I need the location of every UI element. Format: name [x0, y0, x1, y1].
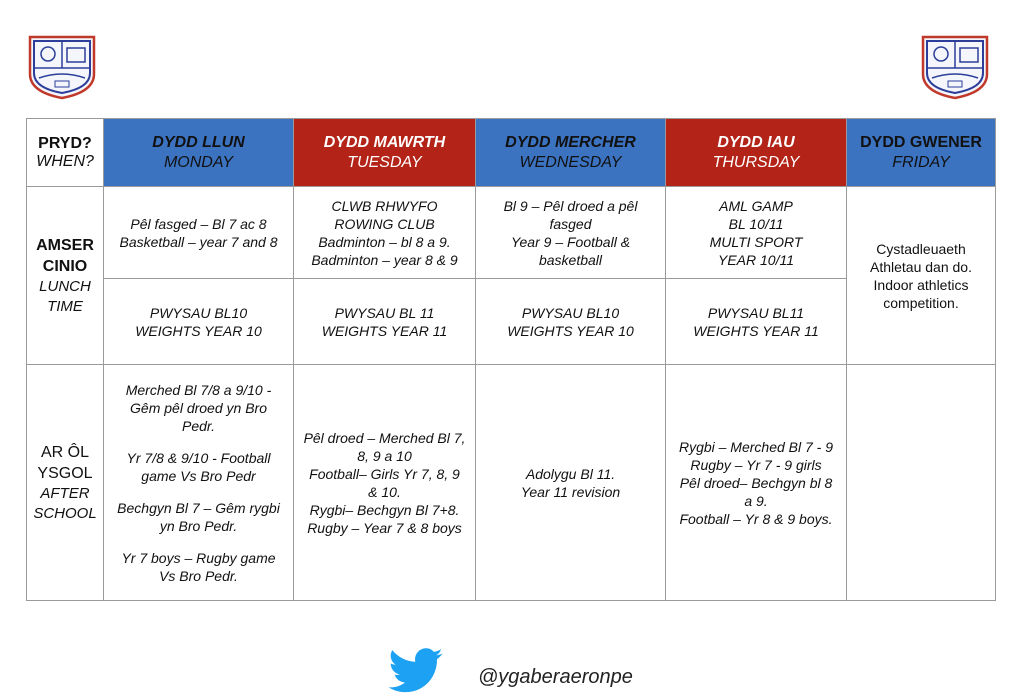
activity-line: Year 9 – Football &	[510, 233, 631, 250]
activity-line: PWYSAU BL10	[149, 304, 248, 321]
lunch-wednesday-activity	[476, 187, 666, 279]
activity-line: AML GAMP	[719, 197, 793, 214]
label-cy: CINIO	[42, 257, 88, 275]
day-header-thursday	[666, 119, 847, 187]
activity-line: WEIGHTS YEAR 11	[693, 322, 819, 339]
when-en: WHEN?	[36, 152, 94, 170]
activity-line: Yr 7/8 & 9/10 - Football	[126, 449, 271, 466]
activity-line: Athletau dan do.	[870, 258, 972, 275]
activity-line: Yr 7 boys – Rugby game	[121, 549, 276, 566]
day-header-monday	[104, 119, 294, 187]
activity-line: Pedr.	[182, 417, 215, 434]
activity-line: Pêl droed – Merched Bl 7,	[303, 429, 466, 446]
activity-line: & 10.	[368, 483, 401, 500]
day-cy: DYDD GWENER	[860, 133, 982, 151]
day-en: MONDAY	[163, 153, 234, 171]
activity-line: Year 11 revision	[520, 483, 621, 500]
activity-line: WEIGHTS YEAR 10	[135, 322, 262, 339]
after-school-monday	[104, 365, 294, 601]
activity-line: yn Bro Pedr.	[159, 517, 238, 534]
activity-line: Rygbi– Bechgyn Bl 7+8.	[309, 501, 460, 518]
label-cy: YSGOL	[37, 464, 93, 482]
label-en: LUNCH	[39, 277, 91, 295]
header-row	[27, 119, 996, 187]
activity-line: game Vs Bro Pedr	[141, 467, 256, 484]
activity-line: MULTI SPORT	[709, 233, 803, 250]
day-cy: DYDD MERCHER	[505, 133, 636, 151]
activity-line: Rugby – Year 7 & 8 boys	[307, 519, 462, 536]
day-en: THURSDAY	[712, 153, 800, 171]
activity-line: YEAR 10/11	[717, 251, 794, 268]
day-cy: DYDD IAU	[717, 133, 795, 151]
after-school-thursday	[666, 365, 847, 601]
activity-line: PWYSAU BL11	[707, 304, 805, 321]
lunch-time-label	[27, 187, 104, 365]
activity-line: CLWB RHWYFO	[331, 197, 438, 214]
day-header-friday	[847, 119, 996, 187]
lunch-thursday-activity	[666, 187, 847, 279]
activity-line: Vs Bro Pedr.	[159, 567, 238, 584]
weights-thursday	[666, 279, 847, 365]
activity-line: basketball	[538, 251, 603, 268]
activity-line: fasged	[549, 215, 592, 232]
twitter-bird-icon[interactable]	[388, 648, 444, 694]
activity-line: Merched Bl 7/8 a 9/10 -	[125, 381, 272, 398]
label-en: AFTER	[40, 484, 90, 502]
activity-line: Basketball – year 7 and 8	[119, 233, 278, 250]
activity-line: Football– Girls Yr 7, 8, 9	[309, 465, 460, 482]
activity-line: Football – Yr 8 & 9 boys.	[679, 510, 833, 527]
day-cy: DYDD LLUN	[152, 133, 245, 151]
lunch-tuesday-activity	[294, 187, 476, 279]
lunch-monday-activity	[104, 187, 294, 279]
label-en: SCHOOL	[33, 504, 97, 522]
activity-line: Rugby – Yr 7 - 9 girls	[690, 456, 822, 473]
activity-line: 8, 9 a 10	[357, 447, 412, 464]
day-header-wednesday	[476, 119, 666, 187]
after-school-label	[27, 365, 104, 601]
timetable	[26, 118, 996, 601]
activity-line: Badminton – bl 8 a 9.	[318, 233, 451, 250]
weights-wednesday	[476, 279, 666, 365]
day-en: TUESDAY	[347, 153, 422, 171]
activity-line: Pêl droed– Bechgyn bl 8	[679, 474, 833, 491]
day-en: WEDNESDAY	[519, 153, 622, 171]
day-header-tuesday	[294, 119, 476, 187]
activity-line: Gêm pêl droed yn Bro	[130, 399, 267, 416]
activity-line: Adolygu Bl 11.	[525, 465, 616, 482]
footer	[388, 644, 688, 694]
activity-line: WEIGHTS YEAR 10	[507, 322, 634, 339]
activity-line: Bechgyn Bl 7 – Gêm rygbi	[117, 499, 280, 516]
activity-line: competition.	[883, 294, 959, 311]
lunch-friday-activity	[847, 187, 996, 365]
activity-line: WEIGHTS YEAR 11	[321, 322, 448, 339]
label-en: TIME	[47, 297, 83, 315]
label-cy: AMSER	[36, 236, 94, 254]
lunch-row-top	[27, 187, 996, 279]
after-school-wednesday	[476, 365, 666, 601]
after-school-tuesday	[294, 365, 476, 601]
when-header	[27, 119, 104, 187]
twitter-handle[interactable]: @ygaberaeronpe	[478, 666, 633, 688]
activity-line: ROWING CLUB	[334, 215, 435, 232]
weights-monday	[104, 279, 294, 365]
school-crest-logo-right	[920, 34, 990, 100]
activity-line: Indoor athletics	[873, 276, 969, 293]
activity-line: PWYSAU BL 11	[334, 304, 435, 321]
when-cy: PRYD?	[38, 134, 92, 152]
activity-line: Badminton – year 8 & 9	[311, 251, 458, 268]
activity-line: PWYSAU BL10	[521, 304, 620, 321]
activity-line: Cystadleuaeth	[876, 240, 966, 257]
activity-line: BL 10/11	[728, 215, 784, 232]
activity-line: a 9.	[744, 492, 768, 509]
school-crest-logo-left	[27, 34, 97, 100]
weights-tuesday	[294, 279, 476, 365]
day-en: FRIDAY	[892, 153, 950, 171]
activity-line: Pêl fasged – Bl 7 ac 8	[130, 215, 267, 232]
after-school-row	[27, 365, 996, 601]
activity-line: Bl 9 – Pêl droed a pêl	[503, 197, 638, 214]
activity-line: Rygbi – Merched Bl 7 - 9	[678, 438, 834, 455]
label-cy: AR ÔL	[40, 443, 89, 461]
after-school-friday-empty	[847, 365, 996, 601]
day-cy: DYDD MAWRTH	[323, 133, 446, 151]
